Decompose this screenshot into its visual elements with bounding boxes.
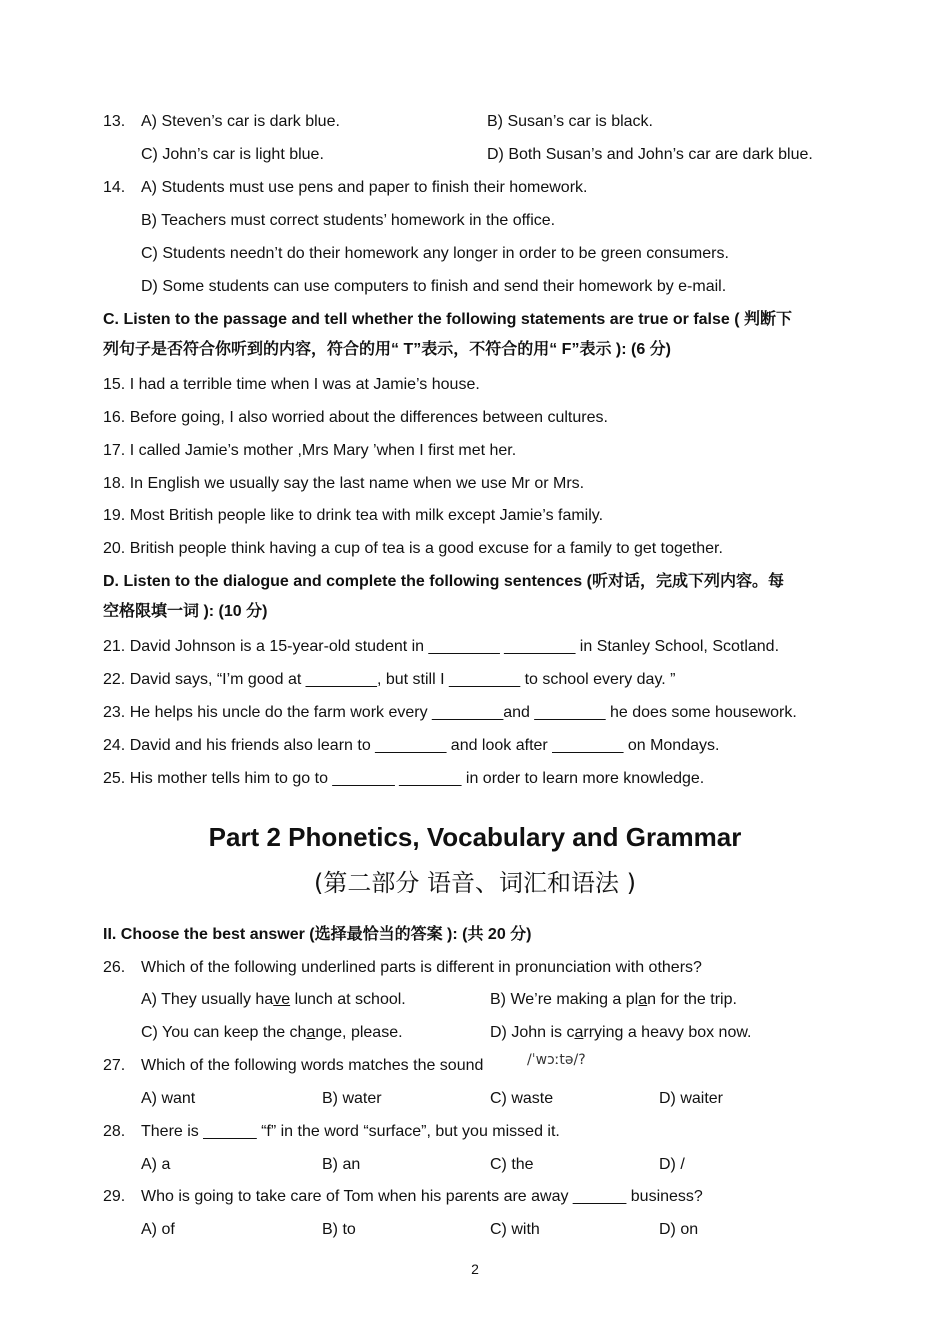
q27-option-b: B) water [322, 1090, 382, 1107]
q29-number: 29. [103, 1188, 126, 1205]
q27-number: 27. [103, 1057, 126, 1074]
part2-subtitle: (第二部分 语音、词汇和语法 ) [314, 869, 636, 897]
q28-stem: There is ______ “f” in the word “surface”, but you missed it. [141, 1123, 560, 1140]
tf-item-15: 15. I had a terrible time when I was at Jamie’s house. [103, 376, 480, 393]
part2-title: Part 2 Phonetics, Vocabulary and Grammar [208, 822, 742, 852]
fill-item-23: 23. He helps his uncle do the farm work every ________and ________ he does some housework. [103, 704, 797, 721]
q14-option-d: D) Some students can use computers to finish and send their homework by e-mail. [141, 278, 727, 295]
q13-option-a: A) Steven’s car is dark blue. [141, 113, 340, 130]
page-number: 2 [471, 1261, 479, 1277]
q28-option-a: A) a [141, 1156, 171, 1173]
q14-number: 14. [103, 179, 126, 196]
q27-phonetic: /ˈwɔːtə/? [527, 1052, 586, 1068]
section-d-heading-line2: 空格限填一词 ): (10 分) [103, 603, 268, 620]
q29-option-b: B) to [322, 1221, 356, 1238]
section-c-heading-line2: 列句子是否符合你听到的内容，符合的用“ T”表示，不符合的用“ F”表示 ): (6 分) [103, 341, 671, 358]
q13-number: 13. [103, 113, 126, 130]
q27-option-d: D) waiter [659, 1090, 724, 1107]
q29-option-d: D) on [659, 1221, 699, 1238]
q29-stem: Who is going to take care of Tom when his parents are away ______ business? [141, 1188, 703, 1205]
tf-item-18: 18. In English we usually say the last name when we use Mr or Mrs. [103, 475, 585, 492]
q13-option-c: C) John’s car is light blue. [141, 146, 324, 163]
tf-item-19: 19. Most British people like to drink tea with milk except Jamie’s family. [103, 507, 604, 524]
q14-option-b: B) Teachers must correct students’ homework in the office. [141, 212, 556, 229]
section-d-heading-line1: D. Listen to the dialogue and complete the following sentences (听对话，完成下列内容。每 [103, 573, 784, 590]
q14-option-a: A) Students must use pens and paper to finish their homework. [141, 179, 588, 196]
q28-option-c: C) the [490, 1156, 534, 1173]
q29-option-a: A) of [141, 1221, 175, 1238]
q26-option-a: A) They usually have lunch at school. [141, 991, 406, 1008]
q28-number: 28. [103, 1123, 126, 1140]
q26-option-c: C) You can keep the change, please. [141, 1024, 403, 1041]
q26-option-d: D) John is carrying a heavy box now. [490, 1024, 752, 1041]
q27-option-c: C) waste [490, 1090, 554, 1107]
q26-number: 26. [103, 959, 126, 976]
q26-stem: Which of the following underlined parts is different in pronunciation with others? [141, 959, 702, 976]
q28-option-b: B) an [322, 1156, 361, 1173]
q29-option-c: C) with [490, 1221, 540, 1238]
tf-item-17: 17. I called Jamie’s mother ,Mrs Mary ’when I first met her. [103, 442, 517, 459]
fill-item-25: 25. His mother tells him to go to _______ _______ in order to learn more knowledge. [103, 770, 705, 787]
fill-item-21: 21. David Johnson is a 15-year-old student in ________ ________ in Stanley School, Scotland. [103, 638, 780, 655]
tf-item-20: 20. British people think having a cup of tea is a good excuse for a family to get together. [103, 540, 723, 557]
tf-item-16: 16. Before going, I also worried about the differences between cultures. [103, 409, 608, 426]
q26-option-b: B) We’re making a plan for the trip. [490, 991, 737, 1008]
q28-option-d: D) / [659, 1156, 685, 1173]
q13-option-b: B) Susan’s car is black. [487, 113, 653, 130]
fill-item-24: 24. David and his friends also learn to ________ and look after ________ on Mondays. [103, 737, 720, 754]
q27-option-a: A) want [141, 1090, 196, 1107]
section-ii-heading: II. Choose the best answer (选择最恰当的答案 ): (共 20 分) [103, 926, 532, 943]
q13-option-d: D) Both Susan’s and John’s car are dark blue. [487, 146, 813, 163]
q14-option-c: C) Students needn’t do their homework any longer in order to be green consumers. [141, 245, 729, 262]
fill-item-22: 22. David says, “I’m good at ________, but still I ________ to school every day. ” [103, 671, 676, 688]
section-c-heading-line1: C. Listen to the passage and tell whether the following statements are true or false ( 判断下 [103, 311, 793, 328]
q27-stem: Which of the following words matches the sound [141, 1057, 484, 1074]
